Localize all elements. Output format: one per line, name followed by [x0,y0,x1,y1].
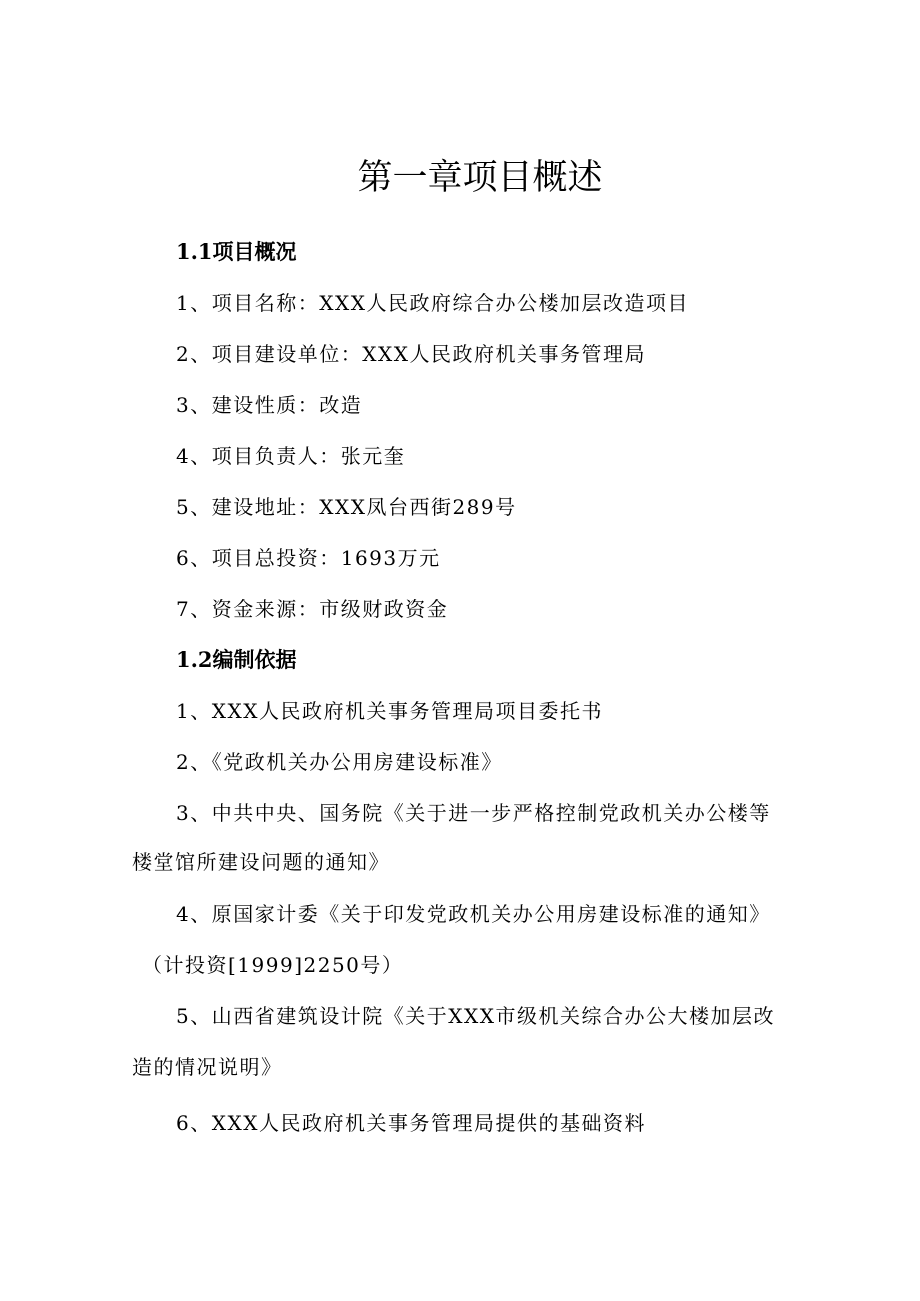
chapter-title: 第一章项目概述 [357,158,603,198]
basis-item-5-line2: 造的情况说明》 [132,1055,283,1079]
basis-item-3-line1: 3、中共中央、国务院《关于进一步严格控制党政机关办公楼等 [176,801,771,825]
basis-item-6: 6、XXX人民政府机关事务管理局提供的基础资料 [176,1111,646,1135]
overview-item-construction-unit: 2、项目建设单位：XXX人民政府机关事务管理局 [176,342,646,366]
section-heading-overview: 1.1项目概况 [176,239,297,264]
overview-item-construction-nature: 3、建设性质：改造 [176,393,363,417]
basis-item-4-line2: （计投资[1999]2250号） [142,953,404,977]
overview-item-total-investment: 6、项目总投资：1693万元 [176,546,441,570]
basis-item-3-line2: 楼堂馆所建设问题的通知》 [132,850,390,874]
basis-item-5-line1: 5、山西省建筑设计院《关于XXX市级机关综合办公大楼加层改 [176,1004,775,1028]
basis-item-1: 1、XXX人民政府机关事务管理局项目委托书 [176,699,603,723]
section-heading-basis: 1.2编制依据 [176,647,297,672]
overview-item-funding-source: 7、资金来源：市级财政资金 [176,597,449,621]
basis-item-2: 2、《党政机关办公用房建设标准》 [176,750,503,774]
basis-item-4-line1: 4、原国家计委《关于印发党政机关办公用房建设标准的通知》 [176,902,771,926]
overview-item-project-name: 1、项目名称：XXX人民政府综合办公楼加层改造项目 [176,291,689,315]
overview-item-project-leader: 4、项目负责人：张元奎 [176,444,406,468]
overview-item-construction-address: 5、建设地址：XXX凤台西街289号 [176,495,517,519]
